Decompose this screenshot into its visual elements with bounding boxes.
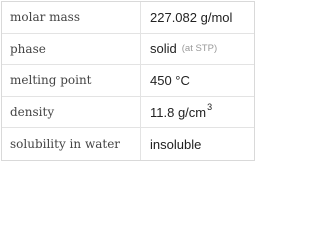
property-label: phase [2, 34, 141, 66]
property-value [141, 65, 254, 97]
property-value-text: 450 °C [150, 72, 190, 88]
property-value-text: solid [150, 41, 177, 57]
property-value-text: 227.082 g/mol [150, 9, 233, 25]
property-label: melting point [2, 65, 141, 97]
properties-table [1, 1, 255, 161]
property-label: solubility in water [2, 128, 141, 160]
property-label: density [2, 97, 141, 129]
property-label: molar mass [2, 2, 141, 34]
unit-superscript: 3 [207, 102, 213, 113]
property-value [141, 2, 254, 34]
property-value [141, 34, 254, 66]
property-value-text: 11.8 g/cm [150, 104, 207, 120]
property-value [141, 97, 254, 129]
condition-note: (at STP) [181, 43, 218, 55]
property-value-text: insoluble [150, 136, 202, 152]
property-value [141, 128, 254, 160]
